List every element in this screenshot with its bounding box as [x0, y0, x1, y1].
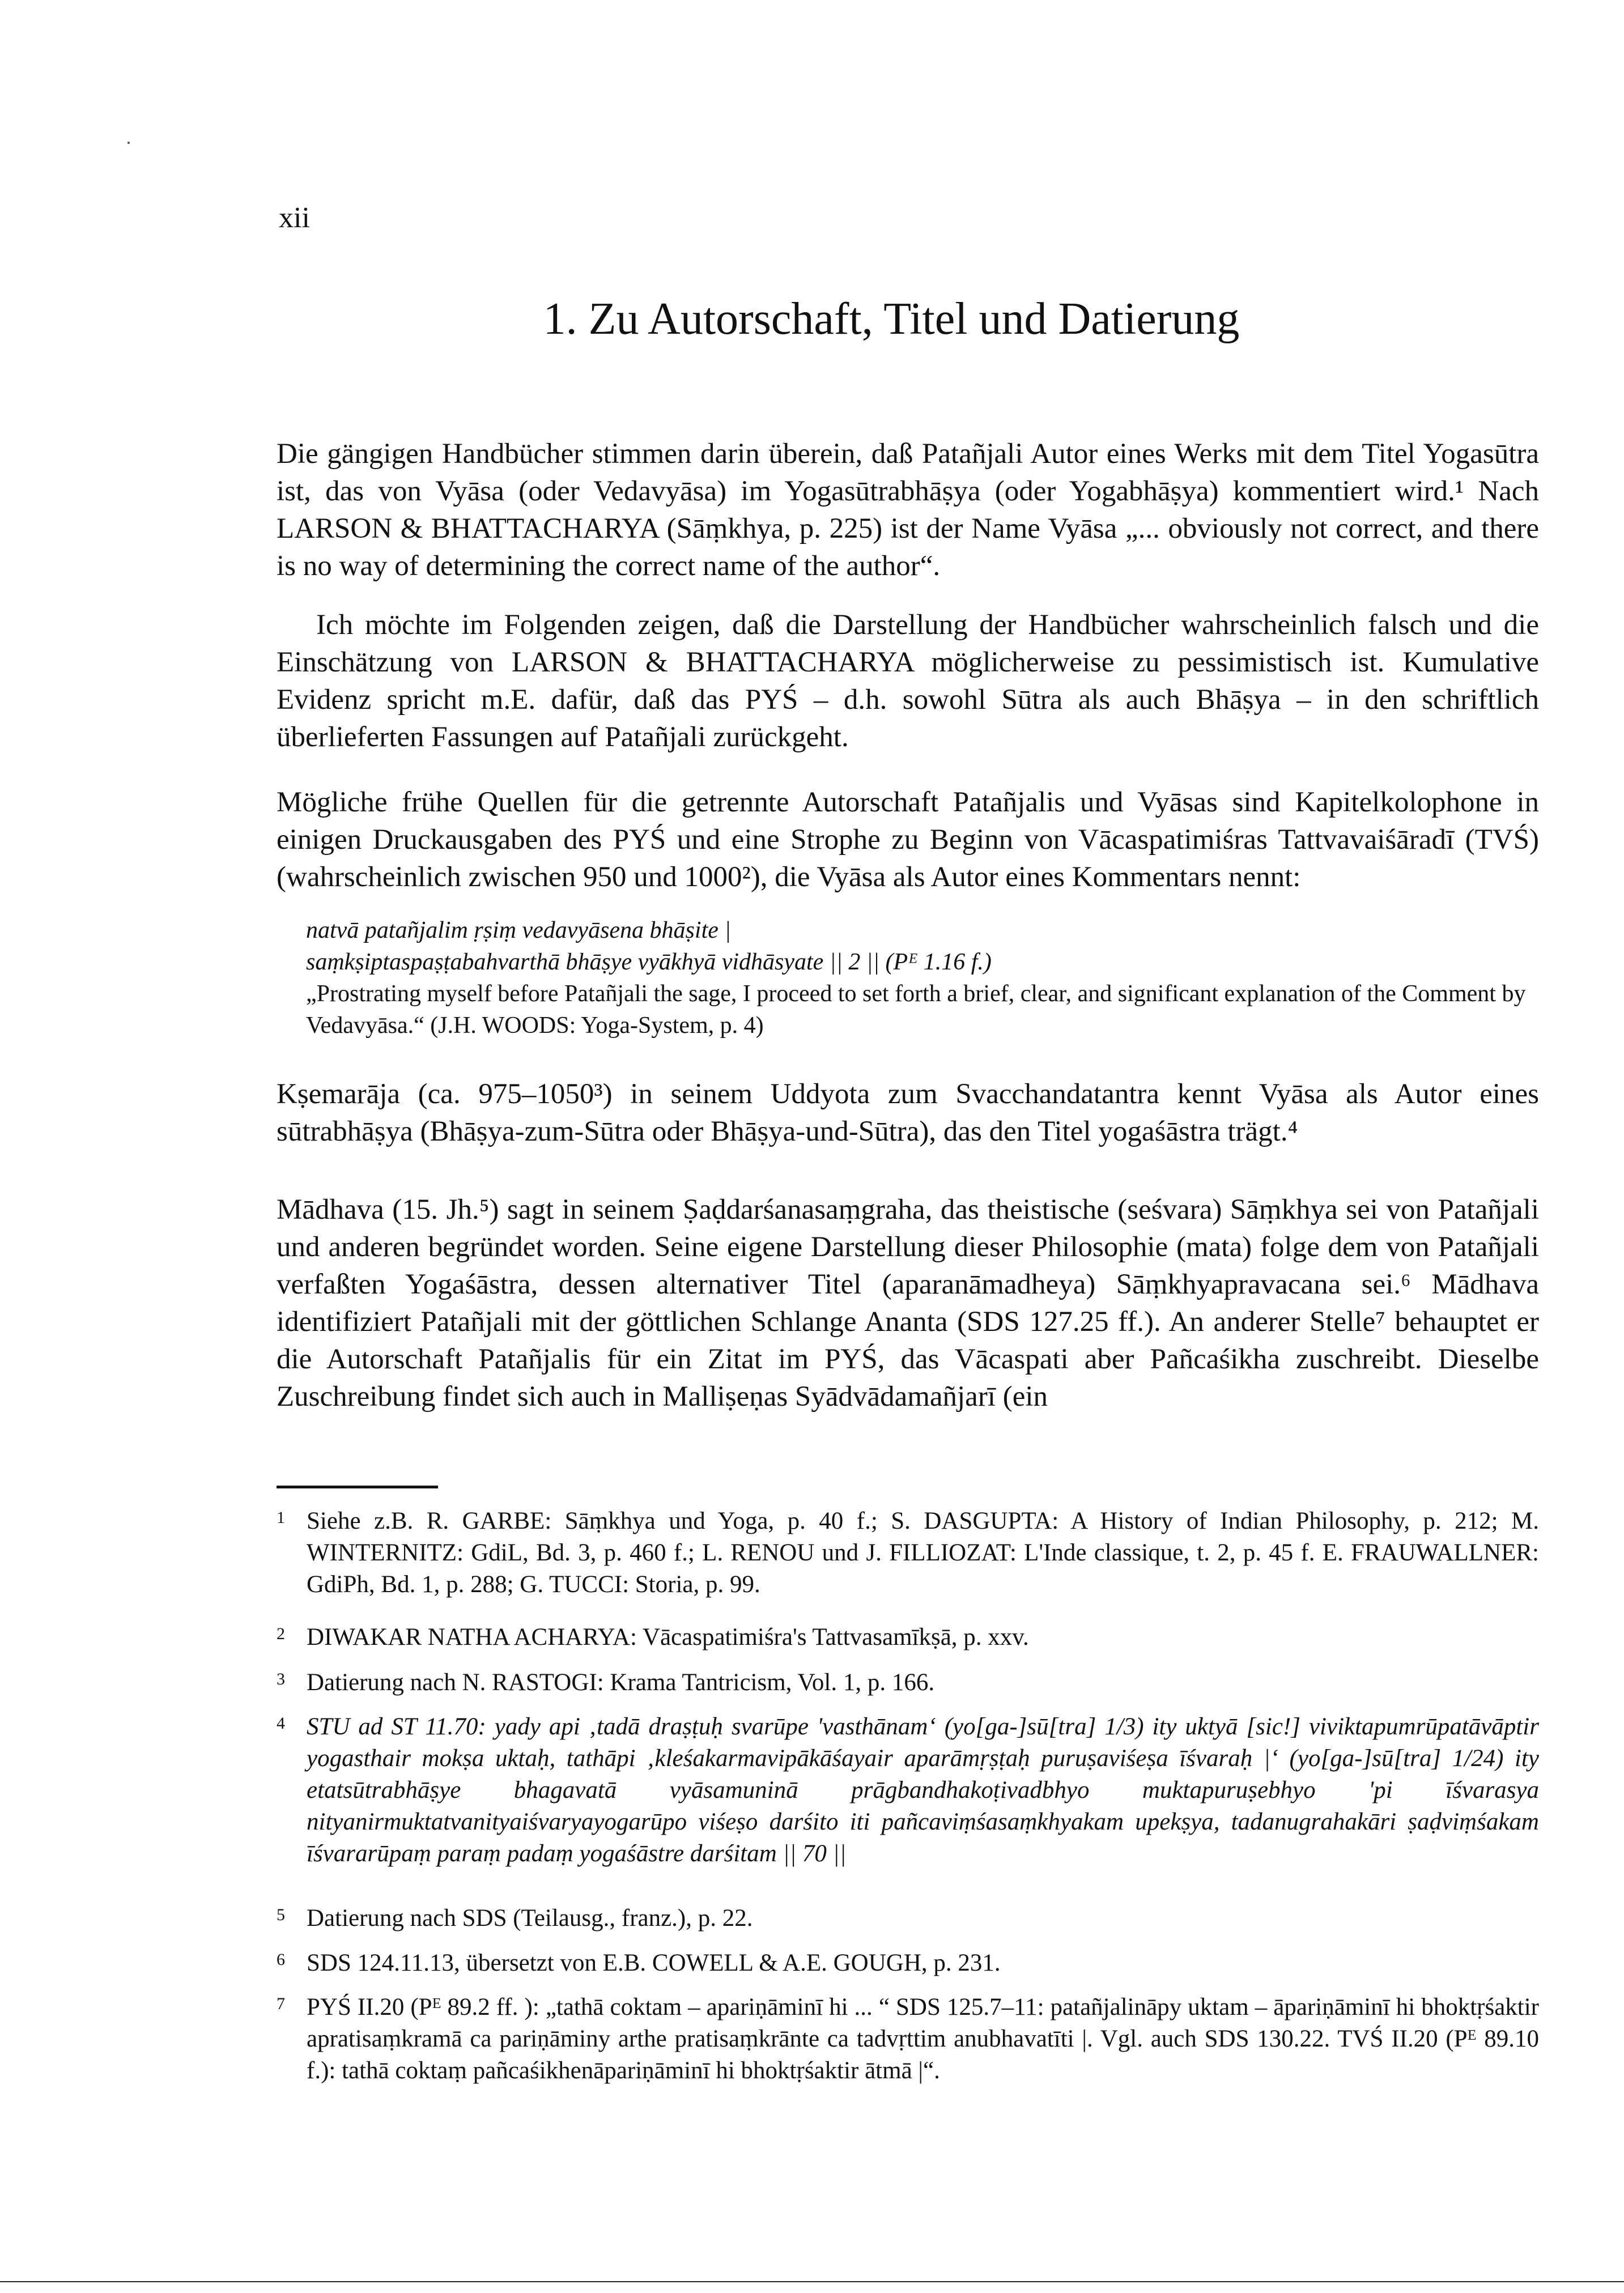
footnote-6 [277, 1947, 1539, 1979]
footnote-number: 1 [277, 1508, 285, 1527]
paragraph-2: Ich möchte im Folgenden zeigen, daß die Darstellung der Handbücher wahrscheinlich falsch und die Einschätzung von LARSON & BHATTACHARYA möglicherweise zu pessimistisch ist. Kumulative Evidenz spricht m.E. dafür, daß das PYŚ – d.h. sowohl Sūtra als auch Bhāṣya – in den schriftlich überlieferten Fassungen auf Patañjali zurückgeht. [277, 609, 1539, 753]
footnote-text: PYŚ II.20 (Pᴱ 89.2 ff. ): „tathā coktam – apariṇāminī hi ... “ SDS 125.7–11: patañjalināpy uktam – āpariṇāminī hi bhoktṛśaktir apratisaṃkramā ca pariṇāminy arthe pratisaṃkrānte ca tadvṛttim anubhavatīti |. Vgl. auch SDS 130.22. TVŚ II.20 (Pᴱ 89.10 f.): tathā coktaṃ pañcaśikhenāpariṇāminī hi bhoktṛśaktir ātmā |“. [307, 1994, 1539, 2084]
footnote-3 [277, 1667, 1539, 1699]
chapter-title: 1. Zu Autorschaft, Titel und Datierung [543, 294, 1240, 344]
footnote-number: 4 [277, 1714, 285, 1733]
footnote-4 [277, 1711, 1539, 1870]
footnote-number: 2 [277, 1624, 285, 1643]
footnote-7 [277, 1992, 1539, 2087]
scan-bottom-edge [0, 2281, 1624, 2282]
footnote-text: Siehe z.B. R. GARBE: Sāṃkhya und Yoga, p. 40 f.; S. DASGUPTA: A History of Indian Philosophy, p. 212; M. WINTERNITZ: GdiL, Bd. 3, p. 460 f.; L. RENOU und J. FILLIOZAT: L'Inde classique, t. 2, p. 45 f. E. FRAUWALLNER: GdiPh, Bd. 1, p. 288; G. TUCCI: Storia, p. 99. [307, 1508, 1539, 1598]
quote-line-1: natvā patañjalim ṛṣiṃ vedavyāsena bhāṣite | [306, 917, 731, 943]
footnote-number: 3 [277, 1670, 285, 1688]
sanskrit-quote [306, 914, 1539, 1041]
scan-speck [127, 142, 130, 144]
paragraph-4: Kṣemarāja (ca. 975–1050³) in seinem Uddyota zum Svacchandatantra kennt Vyāsa als Autor eines sūtrabhāṣya (Bhāṣya-zum-Sūtra oder Bhāṣya-und-Sūtra), das den Titel yogaśāstra trägt.⁴ [277, 1078, 1539, 1147]
paragraph-1: Die gängigen Handbücher stimmen darin überein, daß Patañjali Autor eines Werks mit dem Titel Yogasūtra ist, das von Vyāsa (oder Vedavyāsa) im Yogasūtrabhāṣya (oder Yogabhāṣya) kommentiert wird.¹ Nach LARSON & BHATTACHARYA (Sāṃkhya, p. 225) ist der Name Vyāsa „... obviously not correct, and there is no way of determining the correct name of the author“. [277, 438, 1539, 582]
footnote-text: DIWAKAR NATHA ACHARYA: Vācaspatimiśra's Tattvasamīkṣā, p. xxv. [307, 1624, 1029, 1650]
footnote-number: 5 [277, 1905, 285, 1924]
footnote-2 [277, 1622, 1539, 1653]
footnote-number: 6 [277, 1950, 285, 1969]
footnote-text: Datierung nach SDS (Teilausg., franz.), p. 22. [307, 1905, 753, 1932]
footnote-text: SDS 124.11.13, übersetzt von E.B. COWELL & A.E. GOUGH, p. 231. [307, 1950, 1001, 1976]
quote-line-2: saṃkṣiptaspaṣṭabahvarthā bhāṣye vyākhyā vidhāsyate || 2 || (Pᴱ 1.16 f.) [306, 949, 992, 975]
footnote-1 [277, 1505, 1539, 1601]
page-number: xii [279, 202, 310, 234]
quote-translation: „Prostrating myself before Patañjali the sage, I proceed to set forth a brief, clear, and significant explanation of the Comment by Vedavyāsa.“ (J.H. WOODS: Yoga-System, p. 4) [306, 981, 1526, 1039]
footnote-text: Datierung nach N. RASTOGI: Krama Tantricism, Vol. 1, p. 166. [307, 1669, 935, 1696]
footnote-5 [277, 1903, 1539, 1934]
paragraph-3: Mögliche frühe Quellen für die getrennte Autorschaft Patañjalis und Vyāsas sind Kapitelkolophone in einigen Druckausgaben des PYŚ und eine Strophe zu Beginn von Vācaspatimiśras Tattvavaiśāradī (TVŚ) (wahrscheinlich zwischen 950 und 1000²), die Vyāsa als Autor eines Kommentars nennt: [277, 786, 1539, 893]
paragraph-5: Mādhava (15. Jh.⁵) sagt in seinem Ṣaḍdarśanasaṃgraha, das theistische (seśvara) Sāṃkhya sei von Patañjali und anderen begründet worden. Seine eigene Darstellung dieser Philosophie (mata) folge dem von Patañjali verfaßten Yogaśāstra, dessen alternativer Titel (aparanāmadheya) Sāṃkhyapravacana sei.⁶ Mādhava identifiziert Patañjali mit der göttlichen Schlange Ananta (SDS 127.25 ff.). An anderer Stelle⁷ behauptet er die Autorschaft Patañjalis für ein Zitat im PYŚ, das Vācaspati aber Pañcaśikha zuschreibt. Dieselbe Zuschreibung findet sich auch in Malliṣeṇas Syādvādamañjarī (ein [277, 1194, 1539, 1413]
footnote-divider [277, 1486, 438, 1488]
footnote-number: 7 [277, 1994, 285, 2013]
footnote-text: STU ad ST 11.70: yady api ‚tadā draṣṭuḥ svarūpe 'vasthānam‘ (yo[ga-]sū[tra] 1/3) ity uktyā [sic!] viviktapumrūpatāvāptir yogasthair mokṣa uktaḥ, tathāpi ‚kleśakarmavipākāśayair aparāmṛṣṭaḥ puruṣaviśeṣa īśvaraḥ |‘ (yo[ga-]sū[tra] 1/24) ity etatsūtrabhāṣye bhagavatā vyāsamuninā prāgbandhakoṭivadbhyo muktapuruṣebhyo 'pi īśvarasya nityanirmuktatvanityaiśvaryayogarūpo viśeṣo darśito iti pañcaviṃśasaṃkhyakam upekṣya, tadanugrahakāri ṣaḍviṃśakam īśvararūpaṃ paraṃ padaṃ yogaśāstre darśitam || 70 || [307, 1713, 1539, 1867]
